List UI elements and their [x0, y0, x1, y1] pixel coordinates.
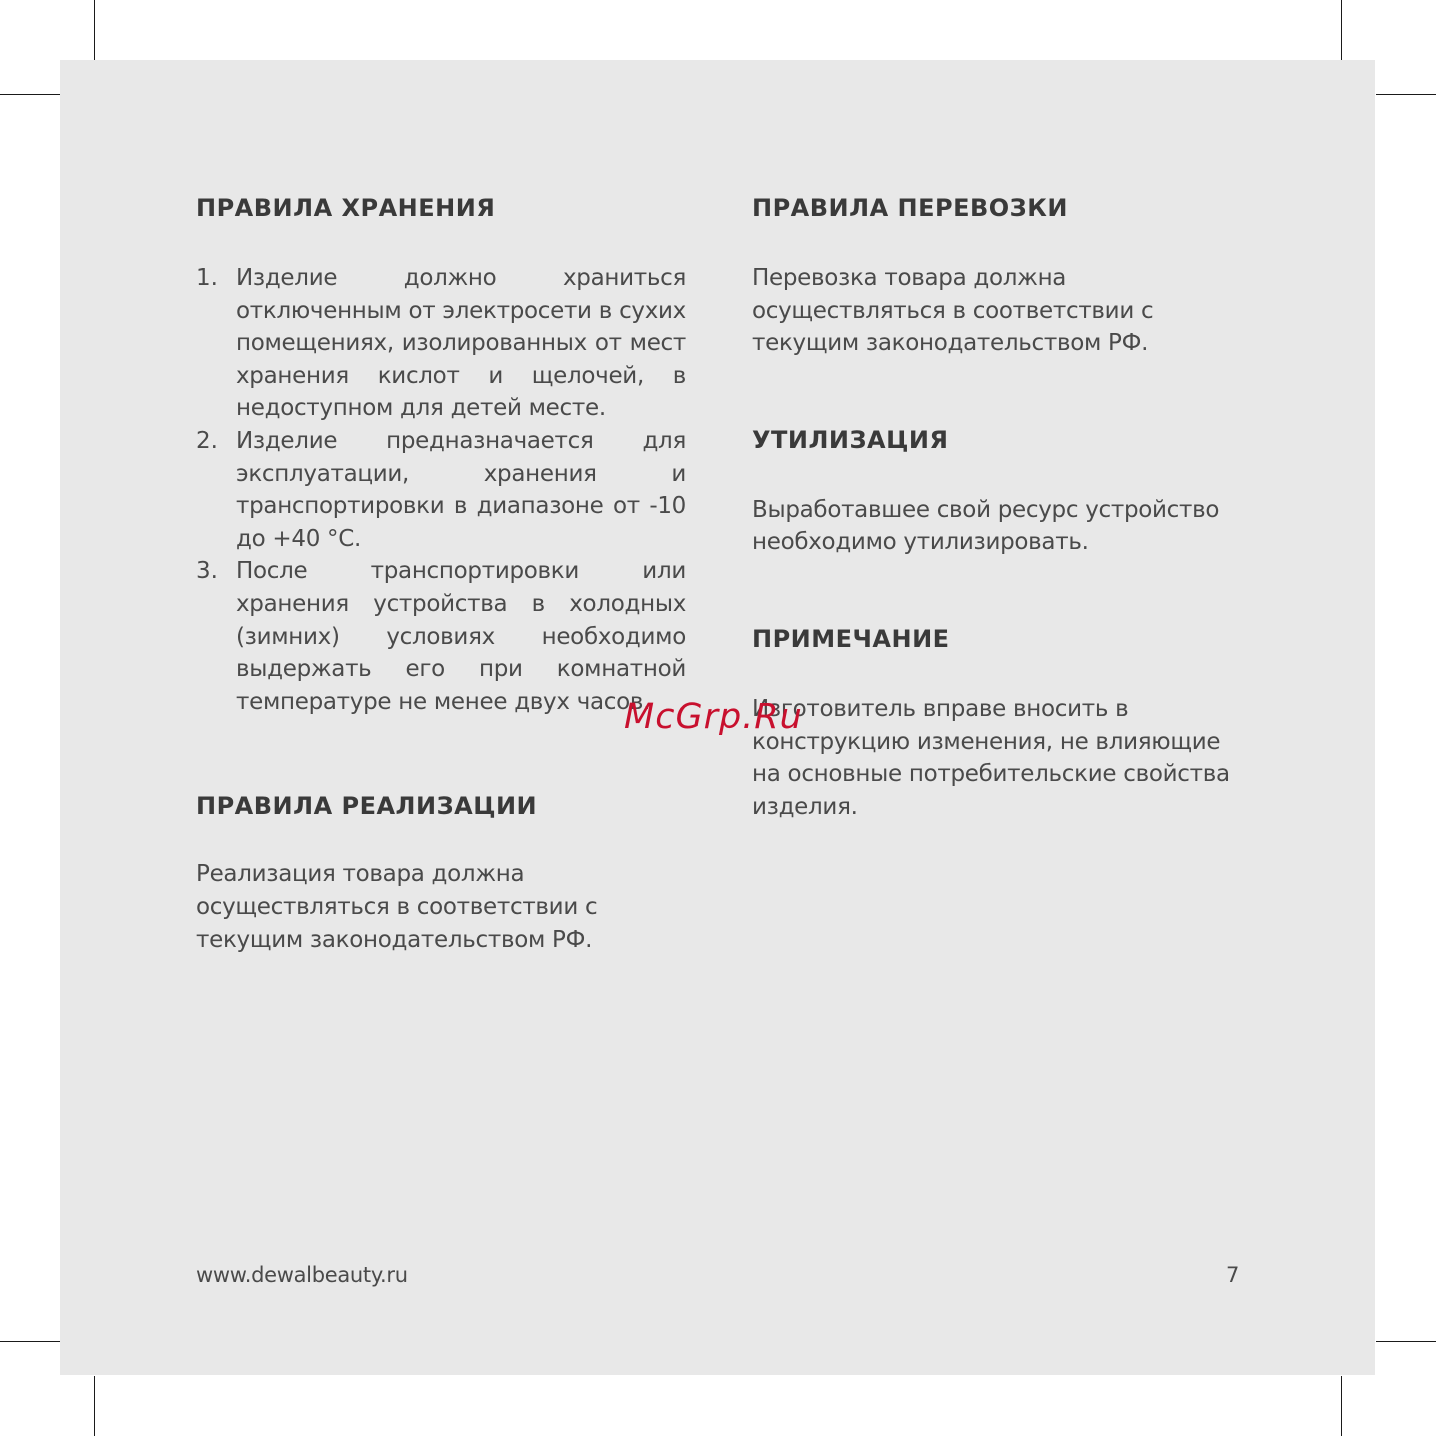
- crop-mark: [1376, 1341, 1436, 1342]
- list-item-text: Изделие предназначается для эксплуатации, хранения и транспортировки в диапазоне от -10 до +40 °С.: [236, 427, 686, 552]
- crop-mark: [1341, 1376, 1342, 1436]
- sales-heading: ПРАВИЛА РЕАЛИЗАЦИИ: [196, 792, 538, 821]
- list-item-text: После транспортировки или хранения устройства в холодных (зимних) условиях необходимо выдержать его при комнатной температуре не менее двух часов.: [236, 558, 686, 715]
- list-item-text: Изделие должно храниться отключенным от электросети в сухих помещениях, изолированных от мест хранения кислот и щелочей, в недоступном для детей месте.: [236, 265, 686, 422]
- crop-mark: [0, 94, 60, 95]
- crop-mark: [0, 1341, 60, 1342]
- list-item: [196, 262, 686, 425]
- crop-mark: [1376, 94, 1436, 95]
- storage-heading: ПРАВИЛА ХРАНЕНИЯ: [196, 194, 496, 222]
- watermark-logo: McGrp.Ru: [624, 697, 803, 737]
- list-item: [196, 425, 686, 555]
- note-heading: ПРИМЕЧАНИЕ: [752, 624, 950, 653]
- list-item-number: 1.: [196, 265, 218, 291]
- crop-mark: [1341, 0, 1342, 60]
- transport-heading: ПРАВИЛА ПЕРЕВОЗКИ: [752, 194, 1068, 222]
- page-number: 7: [1226, 1263, 1240, 1287]
- list-item-number: 3.: [196, 558, 218, 585]
- right-column: [752, 190, 1242, 823]
- note-text: Изготовитель вправе вносить в конструкцию изменения, не влияющие на основные потребительские свойства изделия.: [752, 695, 1230, 820]
- list-item-number: 2.: [196, 427, 218, 454]
- disposal-heading: УТИЛИЗАЦИЯ: [752, 425, 949, 454]
- transport-text: Перевозка товара должна осуществляться в соответствии с текущим законодательством РФ.: [752, 265, 1154, 357]
- sales-text: Реализация товара должна осуществляться в соответствии с текущим законодательством РФ.: [196, 861, 598, 953]
- footer-website: www.dewalbeauty.ru: [196, 1263, 408, 1287]
- crop-mark: [94, 1376, 95, 1436]
- disposal-text: Выработавшее свой ресурс устройство необходимо утилизировать.: [752, 496, 1220, 556]
- crop-mark: [94, 0, 95, 60]
- storage-list: [196, 262, 686, 718]
- list-item: [196, 555, 686, 718]
- left-column: [196, 190, 686, 956]
